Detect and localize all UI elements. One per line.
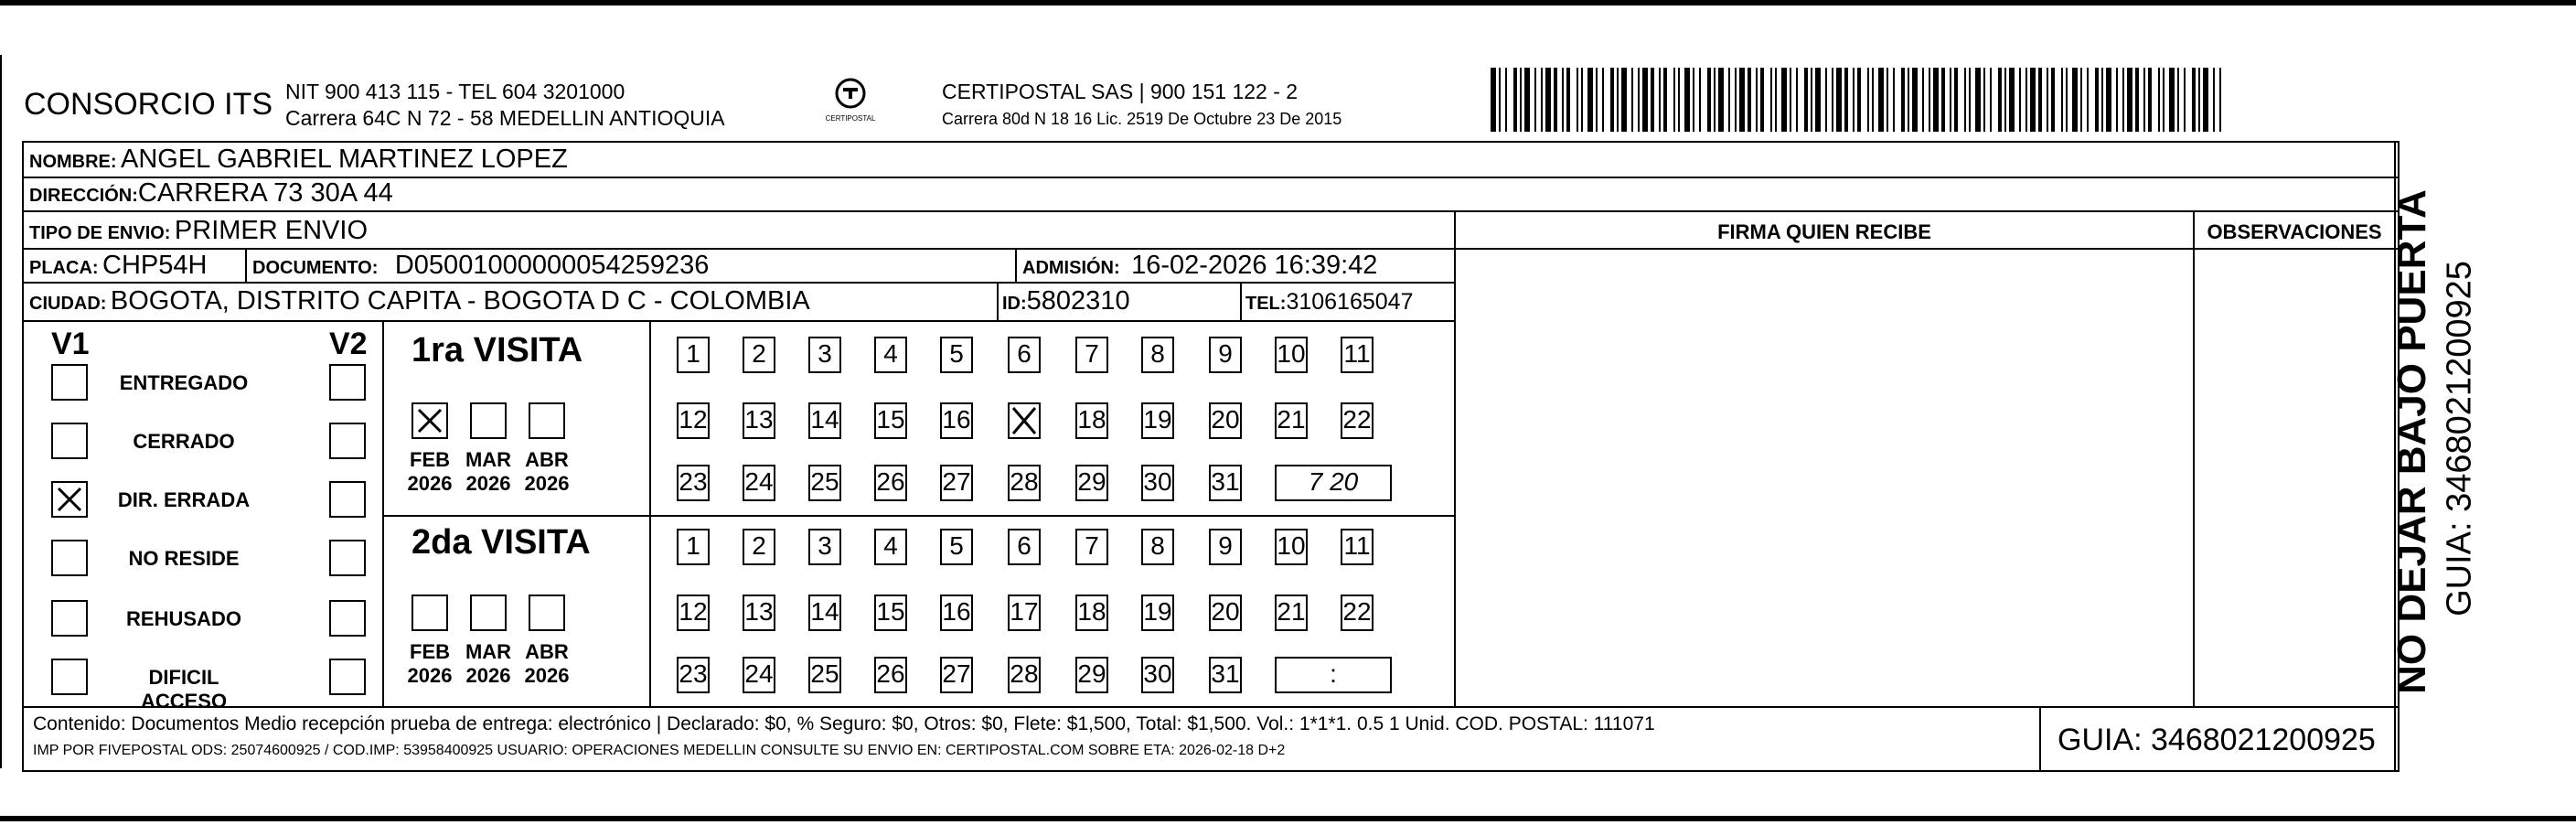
placa-label: PLACA: xyxy=(29,258,99,278)
tipo-label: TIPO DE ENVIO: xyxy=(29,223,171,243)
col-line xyxy=(1015,248,1017,282)
day-box[interactable]: 30 xyxy=(1141,657,1174,693)
footer-line2: IMP POR FIVEPOSTAL ODS: 25074600925 / COD.IMP: 53958400925 USUARIO: OPERACIONES MEDELLIN CONSULTE SU ENVIO EN: CERTIPOSTAL.COM SOBRE ETA: 2026-02-18 D+2 xyxy=(33,743,1286,758)
admision-value: 16-02-2026 16:39:42 xyxy=(1131,251,1378,280)
month-label xyxy=(461,640,516,688)
row-line xyxy=(1454,248,2396,250)
day-box[interactable]: 18 xyxy=(1075,595,1108,631)
day-box[interactable]: 15 xyxy=(874,402,907,439)
col-line xyxy=(2193,210,2195,706)
day-box[interactable]: 5 xyxy=(940,529,973,565)
day-box[interactable]: 7 xyxy=(1075,337,1108,373)
col-line xyxy=(1454,210,1456,706)
status-label: REHUSADO xyxy=(126,607,241,630)
v1-checkbox[interactable] xyxy=(51,481,88,518)
day-box[interactable]: 5 xyxy=(940,337,973,373)
row-line xyxy=(382,515,1454,517)
day-box[interactable]: 1 xyxy=(677,337,710,373)
barcode-icon xyxy=(1491,68,2222,132)
day-box[interactable]: 21 xyxy=(1275,402,1308,439)
col-line xyxy=(1240,282,1242,320)
v2-checkbox[interactable] xyxy=(329,600,366,637)
tel-row xyxy=(1245,289,1413,316)
carrier-line2: Carrera 80d N 18 16 Lic. 2519 De Octubre 23 De 2015 xyxy=(942,110,1342,128)
day-box[interactable]: 27 xyxy=(940,657,973,693)
second-visit-label: 2da VISITA xyxy=(412,523,591,562)
col-line xyxy=(649,320,651,706)
day-box[interactable]: 19 xyxy=(1141,595,1174,631)
month-name: ABR xyxy=(525,640,569,663)
day-box[interactable]: 9 xyxy=(1209,529,1242,565)
day-box[interactable]: 29 xyxy=(1075,465,1108,501)
observaciones-label: OBSERVACIONES xyxy=(2207,220,2382,243)
v1-checkbox[interactable] xyxy=(51,540,88,576)
status-label: NO RESIDE xyxy=(128,547,240,570)
day-box[interactable]: 28 xyxy=(1008,465,1041,501)
day-box[interactable]: 7 xyxy=(1075,529,1108,565)
ciudad-value: BOGOTA, DISTRITO CAPITA - BOGOTA D C - COLOMBIA xyxy=(110,286,810,316)
day-box[interactable]: 6 xyxy=(1008,529,1041,565)
month-year: 2026 xyxy=(407,472,453,495)
id-value: 5802310 xyxy=(1026,286,1130,316)
day-box[interactable]: 10 xyxy=(1275,529,1308,565)
month-name: ABR xyxy=(525,448,569,471)
month-checkbox[interactable] xyxy=(470,402,507,439)
documento-label: DOCUMENTO: xyxy=(252,258,379,278)
day-box[interactable]: 25 xyxy=(808,657,841,693)
v1-checkbox[interactable] xyxy=(51,600,88,637)
month-year: 2026 xyxy=(524,664,570,687)
ciudad-label: CIUDAD: xyxy=(29,294,107,314)
company-line2: Carrera 64C N 72 - 58 MEDELLIN ANTIOQUIA xyxy=(285,106,725,130)
logo-icon xyxy=(832,77,869,110)
company-line1: NIT 900 413 115 - TEL 604 3201000 xyxy=(285,80,625,103)
footer-line1: Contenido: Documentos Medio recepción prueba de entrega: electrónico | Declarado: $0, % Seguro: $0, Otros: $0, Flete: $1,500, Total: $1,500. Vol.: 1*1*1. 0.5 1 Unid. COD. POSTAL: 111071 xyxy=(33,713,1655,734)
day-box[interactable]: 15 xyxy=(874,595,907,631)
day-box[interactable]: 10 xyxy=(1275,337,1308,373)
status-label: ENTREGADO xyxy=(119,371,249,394)
tipo-row xyxy=(29,216,368,246)
id-label: ID: xyxy=(1002,294,1027,314)
v1-checkbox[interactable] xyxy=(51,364,88,401)
documento-value: D05001000000054259236 xyxy=(394,251,710,280)
day-box[interactable]: 11 xyxy=(1341,529,1374,565)
tel-label: TEL: xyxy=(1245,294,1287,314)
month-checkbox[interactable] xyxy=(529,595,565,631)
day-box[interactable]: 31 xyxy=(1209,657,1242,693)
day-box[interactable]: 1 xyxy=(677,529,710,565)
ciudad-row xyxy=(29,286,810,316)
row-line xyxy=(22,706,2400,708)
v1-checkbox[interactable] xyxy=(51,423,88,459)
col-line xyxy=(245,248,247,282)
logo-text: CERTIPOSTAL xyxy=(825,114,876,123)
nombre-value: ANGEL GABRIEL MARTINEZ LOPEZ xyxy=(121,145,568,174)
v2-label: V2 xyxy=(329,327,368,361)
col-line xyxy=(2039,706,2041,772)
month-label xyxy=(402,448,457,496)
day-box[interactable]: 18 xyxy=(1075,402,1108,439)
firma-label: FIRMA QUIEN RECIBE xyxy=(1717,220,1931,243)
day-box[interactable]: 23 xyxy=(677,657,710,693)
col-line xyxy=(382,320,384,706)
month-checkbox[interactable] xyxy=(412,595,448,631)
day-box[interactable]: 6 xyxy=(1008,337,1041,373)
day-box[interactable]: 3 xyxy=(808,337,841,373)
nombre-label: NOMBRE: xyxy=(29,152,117,172)
time-box[interactable]: : xyxy=(1275,657,1392,693)
direccion-value: CARRERA 73 30A 44 xyxy=(137,178,393,208)
day-box[interactable]: 8 xyxy=(1141,337,1174,373)
day-box[interactable]: 8 xyxy=(1141,529,1174,565)
day-box[interactable]: 16 xyxy=(940,402,973,439)
month-year: 2026 xyxy=(524,472,570,495)
admision-row xyxy=(1022,251,1377,281)
day-box[interactable]: 25 xyxy=(808,465,841,501)
documento-row xyxy=(252,251,709,281)
v2-checkbox[interactable] xyxy=(329,540,366,576)
month-name: MAR xyxy=(465,640,512,663)
footer-guia: GUIA: 3468021200925 xyxy=(2058,723,2376,757)
day-box[interactable]: 22 xyxy=(1341,595,1374,631)
month-label xyxy=(402,640,457,688)
month-name: FEB xyxy=(410,448,450,471)
month-label xyxy=(519,640,574,688)
company-name: CONSORCIO ITS xyxy=(24,87,273,122)
side-guia: GUIA: 3468021200925 xyxy=(2440,261,2479,616)
tipo-value: PRIMER ENVIO xyxy=(174,216,369,245)
day-box[interactable]: 17 xyxy=(1008,595,1041,631)
time-box[interactable]: 7 20 xyxy=(1275,465,1392,501)
day-box[interactable]: 29 xyxy=(1075,657,1108,693)
day-box[interactable]: 31 xyxy=(1209,465,1242,501)
day-box[interactable]: 14 xyxy=(808,595,841,631)
row-line xyxy=(22,320,1454,322)
nombre-row xyxy=(29,145,568,175)
month-year: 2026 xyxy=(465,472,511,495)
v2-checkbox[interactable] xyxy=(329,481,366,518)
col-line xyxy=(997,282,999,320)
day-box[interactable]: 4 xyxy=(874,529,907,565)
day-box[interactable]: 24 xyxy=(743,465,775,501)
tel-value: 3106165047 xyxy=(1286,289,1414,315)
status-label: CERRADO xyxy=(133,430,235,453)
day-box[interactable]: 22 xyxy=(1341,402,1374,439)
v2-checkbox[interactable] xyxy=(329,659,366,695)
barcode xyxy=(1491,68,2222,132)
day-box[interactable]: 11 xyxy=(1341,337,1374,373)
carrier-line1: CERTIPOSTAL SAS | 900 151 122 - 2 xyxy=(942,80,1299,103)
day-box[interactable]: 28 xyxy=(1008,657,1041,693)
placa-row xyxy=(29,251,207,281)
id-row xyxy=(1002,286,1130,316)
day-box[interactable]: 12 xyxy=(677,402,710,439)
placa-value: CHP54H xyxy=(102,251,208,280)
side-warning: NO DEJAR BAJO PUERTA xyxy=(2389,189,2434,694)
v2-checkbox[interactable] xyxy=(329,423,366,459)
day-box[interactable]: 30 xyxy=(1141,465,1174,501)
month-checkbox[interactable] xyxy=(470,595,507,631)
status-label: DIR. ERRADA xyxy=(117,488,251,511)
day-box[interactable]: 4 xyxy=(874,337,907,373)
day-box[interactable]: 2 xyxy=(743,337,775,373)
first-visit-label: 1ra VISITA xyxy=(412,331,583,370)
month-year: 2026 xyxy=(465,664,511,687)
day-box[interactable]: 26 xyxy=(874,465,907,501)
month-label xyxy=(461,448,516,496)
month-checkbox[interactable] xyxy=(529,402,565,439)
day-box[interactable]: 9 xyxy=(1209,337,1242,373)
month-name: MAR xyxy=(465,448,512,471)
day-box[interactable] xyxy=(1008,402,1041,439)
top-border xyxy=(0,0,2576,5)
v2-checkbox[interactable] xyxy=(329,364,366,401)
day-box[interactable]: 20 xyxy=(1209,402,1242,439)
direccion-row xyxy=(29,178,393,209)
month-year: 2026 xyxy=(407,664,453,687)
day-box[interactable]: 27 xyxy=(940,465,973,501)
admision-label: ADMISIÓN: xyxy=(1022,258,1120,278)
day-box[interactable]: 2 xyxy=(743,529,775,565)
day-box[interactable]: 14 xyxy=(808,402,841,439)
direccion-label: DIRECCIÓN: xyxy=(29,186,138,206)
day-box[interactable]: 13 xyxy=(743,595,775,631)
v1-checkbox[interactable] xyxy=(51,659,88,695)
row-line xyxy=(22,210,2400,212)
day-box[interactable]: 19 xyxy=(1141,402,1174,439)
bottom-border xyxy=(0,816,2576,821)
v1-label: V1 xyxy=(51,327,90,361)
day-box[interactable]: 23 xyxy=(677,465,710,501)
day-box[interactable]: 24 xyxy=(743,657,775,693)
day-box[interactable]: 12 xyxy=(677,595,710,631)
day-box[interactable]: 16 xyxy=(940,595,973,631)
status-label: DIFICIL ACCESO xyxy=(140,666,228,712)
left-border xyxy=(0,55,2,768)
day-box[interactable]: 20 xyxy=(1209,595,1242,631)
certipostal-logo xyxy=(814,77,887,132)
day-box[interactable]: 3 xyxy=(808,529,841,565)
month-checkbox[interactable] xyxy=(412,402,448,439)
day-box[interactable]: 26 xyxy=(874,657,907,693)
day-box[interactable]: 13 xyxy=(743,402,775,439)
month-name: FEB xyxy=(410,640,450,663)
month-label xyxy=(519,448,574,496)
day-box[interactable]: 21 xyxy=(1275,595,1308,631)
